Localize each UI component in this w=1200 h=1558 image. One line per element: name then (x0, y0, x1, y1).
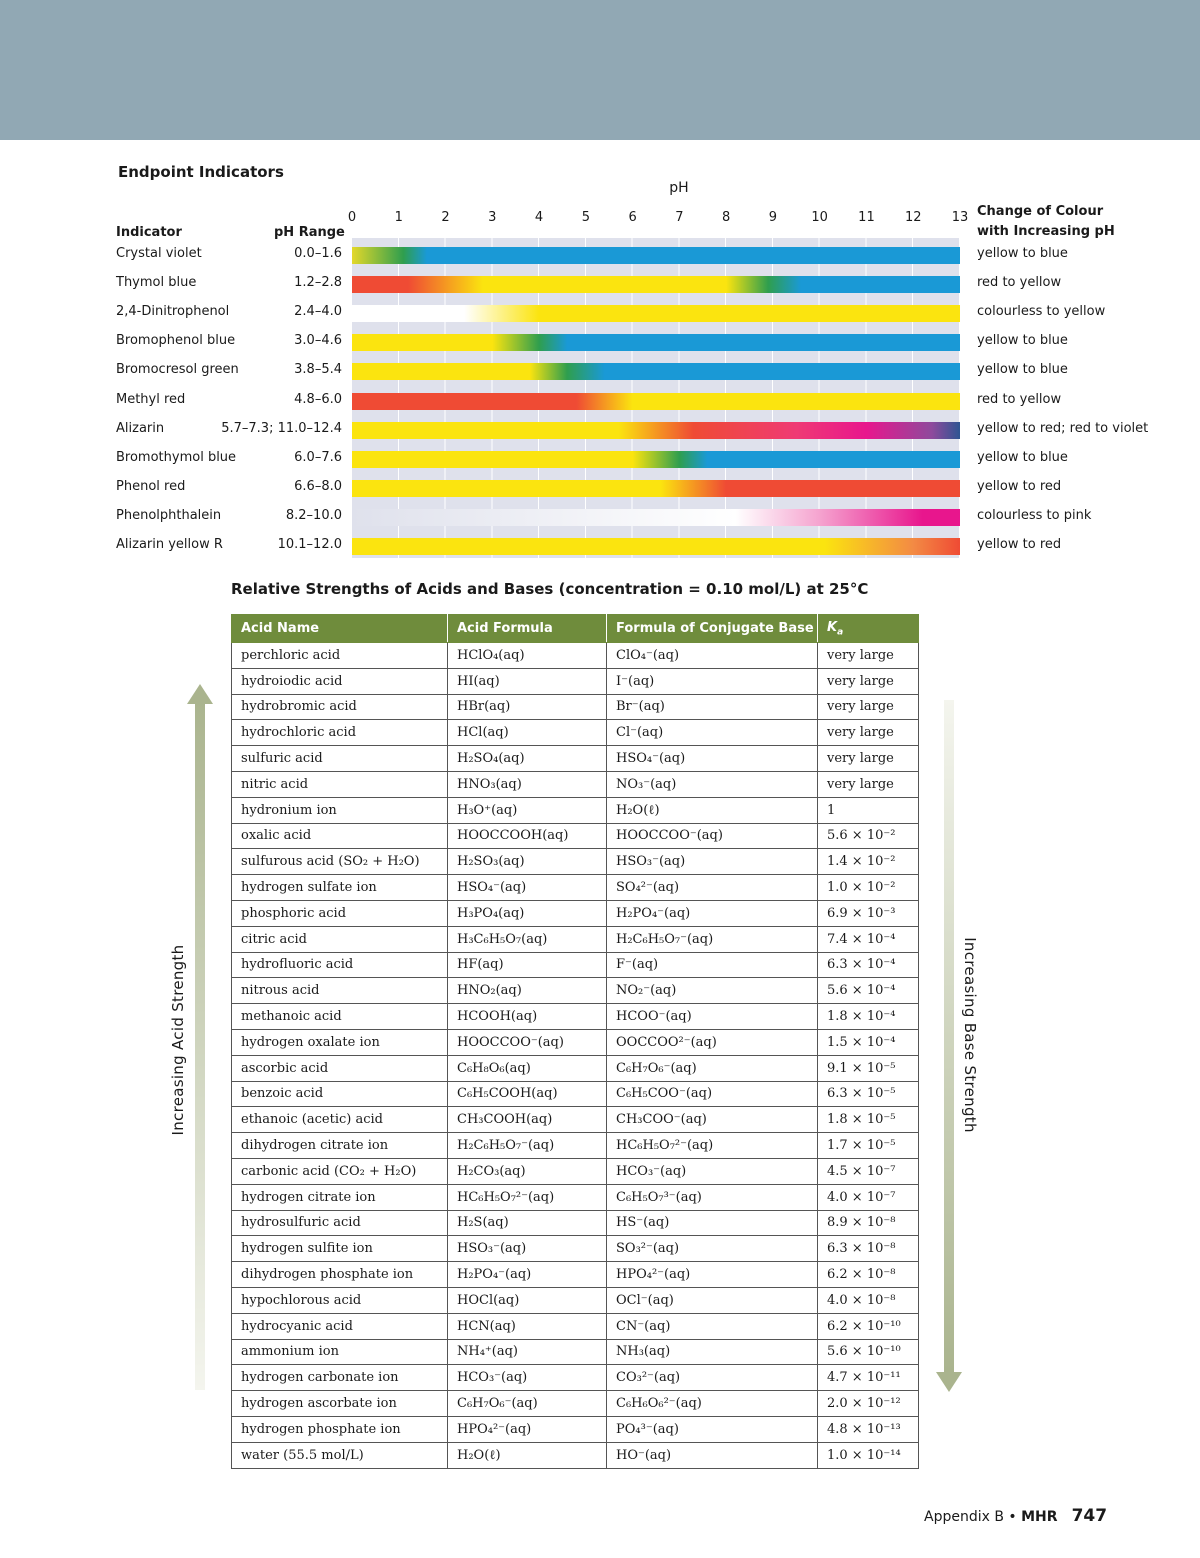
ph-axis-label: pH (669, 180, 689, 196)
acid-formula-header: Acid Formula (448, 615, 607, 643)
ka-value-cell: 5.6 × 10⁻² (818, 823, 919, 849)
conjugate-base-cell: HCO₃⁻(aq) (607, 1158, 818, 1184)
ka-header: $K_a$ (818, 615, 919, 643)
indicator-ph-range: 0.0–1.6 (294, 246, 342, 261)
acid-name-cell: nitrous acid (232, 978, 448, 1004)
page-footer (924, 1506, 1107, 1526)
acid-name-cell: water (55.5 mol/L) (232, 1442, 448, 1468)
table-row (232, 875, 919, 901)
ph-range-column-header: pH Range (274, 225, 345, 240)
acid-name-cell: hydrogen phosphate ion (232, 1416, 448, 1442)
indicator-row (0, 445, 1200, 474)
acid-formula-cell: H₂O(ℓ) (448, 1442, 607, 1468)
ka-value-cell: 1.8 × 10⁻⁴ (818, 1004, 919, 1030)
acid-formula-cell: HNO₂(aq) (448, 978, 607, 1004)
conjugate-base-cell: ClO₄⁻(aq) (607, 643, 818, 669)
page-banner (0, 0, 1200, 140)
ka-value-cell: 4.5 × 10⁻⁷ (818, 1158, 919, 1184)
ka-value-cell: 9.1 × 10⁻⁵ (818, 1055, 919, 1081)
footer-appendix: Appendix B • (924, 1509, 1022, 1525)
ka-value-cell: 4.7 × 10⁻¹¹ (818, 1365, 919, 1391)
acid-name-cell: benzoic acid (232, 1081, 448, 1107)
acid-formula-cell: HSO₃⁻(aq) (448, 1236, 607, 1262)
acid-formula-cell: HOCl(aq) (448, 1287, 607, 1313)
table-row (232, 1158, 919, 1184)
ka-value-cell: 4.0 × 10⁻⁸ (818, 1287, 919, 1313)
acid-formula-cell: HNO₃(aq) (448, 771, 607, 797)
indicator-column-header: Indicator (116, 225, 182, 240)
acid-name-cell: nitric acid (232, 771, 448, 797)
table-row (232, 771, 919, 797)
acid-name-cell: oxalic acid (232, 823, 448, 849)
base-strength-arrow (944, 700, 954, 1373)
endpoint-indicators-title: Endpoint Indicators (118, 163, 284, 181)
conjugate-base-cell: HCOO⁻(aq) (607, 1004, 818, 1030)
ka-value-cell: 5.6 × 10⁻⁴ (818, 978, 919, 1004)
acid-formula-cell: HBr(aq) (448, 694, 607, 720)
acid-name-cell: hydrogen sulfite ion (232, 1236, 448, 1262)
indicator-colour-bar (352, 509, 960, 526)
table-row (232, 1416, 919, 1442)
table-row (232, 1262, 919, 1288)
acid-name-cell: hypochlorous acid (232, 1287, 448, 1313)
conjugate-base-cell: NO₂⁻(aq) (607, 978, 818, 1004)
ph-tick-label: 12 (904, 210, 922, 225)
acid-base-table-title: Relative Strengths of Acids and Bases (concentration = 0.10 mol/L) at 25°C (231, 580, 869, 598)
indicator-colour-change: yellow to blue (977, 333, 1068, 349)
ka-value-cell: 6.3 × 10⁻⁴ (818, 952, 919, 978)
table-row (232, 1210, 919, 1236)
ka-value-cell: 1.0 × 10⁻¹⁴ (818, 1442, 919, 1468)
ka-value-cell: very large (818, 643, 919, 669)
colour-change-column-header (977, 202, 1115, 242)
ph-tick-label: 10 (811, 210, 828, 225)
acid-formula-cell: HOOCCOO⁻(aq) (448, 1029, 607, 1055)
table-row (232, 1184, 919, 1210)
indicator-ph-range: 4.8–6.0 (294, 391, 342, 407)
indicator-colour-change: yellow to blue (977, 362, 1068, 378)
indicator-colour-bar (352, 393, 960, 410)
conjugate-base-cell: HC₆H₅O₇²⁻(aq) (607, 1133, 818, 1159)
conjugate-base-cell: CN⁻(aq) (607, 1313, 818, 1339)
acid-name-cell: hydrochloric acid (232, 720, 448, 746)
conjugate-base-cell: F⁻(aq) (607, 952, 818, 978)
conjugate-base-cell: H₂O(ℓ) (607, 797, 818, 823)
acid-name-cell: methanoic acid (232, 1004, 448, 1030)
indicator-colour-change: red to yellow (977, 275, 1062, 291)
indicator-row (0, 328, 1200, 357)
table-row (232, 746, 919, 772)
ka-value-cell: 4.0 × 10⁻⁷ (818, 1184, 919, 1210)
acid-name-cell: sulfuric acid (232, 746, 448, 772)
ph-tick-label: 8 (722, 210, 731, 225)
conjugate-base-cell: OOCCOO²⁻(aq) (607, 1029, 818, 1055)
indicator-colour-bar (352, 334, 960, 351)
acid-name-cell: ethanoic (acetic) acid (232, 1107, 448, 1133)
indicator-colour-bar (352, 363, 960, 380)
indicator-colour-bar (352, 276, 960, 293)
ka-value-cell: 6.9 × 10⁻³ (818, 900, 919, 926)
acid-formula-cell: HC₆H₅O₇²⁻(aq) (448, 1184, 607, 1210)
table-row (232, 1004, 919, 1030)
indicator-ph-range: 6.0–7.6 (294, 449, 342, 465)
indicator-row (0, 503, 1200, 532)
acid-formula-cell: H₂SO₄(aq) (448, 746, 607, 772)
conjugate-base-cell: HOOCCOO⁻(aq) (607, 823, 818, 849)
conjugate-base-header: Formula of Conjugate Base (607, 615, 818, 643)
conjugate-base-cell: Br⁻(aq) (607, 694, 818, 720)
ka-value-cell: 7.4 × 10⁻⁴ (818, 926, 919, 952)
ka-value-cell: very large (818, 694, 919, 720)
acid-formula-cell: H₂PO₄⁻(aq) (448, 1262, 607, 1288)
indicator-colour-change: colourless to yellow (977, 304, 1106, 320)
acid-formula-cell: HCl(aq) (448, 720, 607, 746)
table-row (232, 926, 919, 952)
table-row (232, 823, 919, 849)
indicator-colour-bar (352, 480, 960, 497)
ka-value-cell: 1.7 × 10⁻⁵ (818, 1133, 919, 1159)
ka-value-cell: 6.2 × 10⁻¹⁰ (818, 1313, 919, 1339)
ka-value-cell: very large (818, 668, 919, 694)
conjugate-base-cell: CO₃²⁻(aq) (607, 1365, 818, 1391)
ph-tick-label: 9 (768, 210, 778, 225)
indicator-colour-change: yellow to red (977, 537, 1062, 552)
acid-formula-cell: HF(aq) (448, 952, 607, 978)
ph-tick-label: 13 (951, 210, 969, 225)
table-row (232, 1107, 919, 1133)
conjugate-base-cell: HSO₄⁻(aq) (607, 746, 818, 772)
indicator-colour-change: yellow to red (977, 478, 1062, 494)
indicator-colour-change: yellow to blue (977, 449, 1068, 465)
colour-change-header-line2: with Increasing pH (977, 224, 1115, 239)
acid-name-header: Acid Name (232, 615, 448, 643)
indicator-colour-change: colourless to pink (977, 507, 1092, 523)
table-row (232, 1442, 919, 1468)
indicator-ph-range: 3.0–4.6 (294, 333, 342, 349)
indicator-colour-bar (352, 305, 960, 322)
indicator-name: Alizarin yellow R (116, 537, 223, 552)
indicator-row (0, 387, 1200, 416)
indicator-row (0, 241, 1200, 270)
acid-formula-cell: HI(aq) (448, 668, 607, 694)
indicator-name: Bromophenol blue (116, 333, 236, 349)
acid-name-cell: dihydrogen citrate ion (232, 1133, 448, 1159)
acid-formula-cell: HPO₄²⁻(aq) (448, 1416, 607, 1442)
indicator-colour-bar (352, 422, 960, 439)
acid-name-cell: phosphoric acid (232, 900, 448, 926)
acid-name-cell: hydrobromic acid (232, 694, 448, 720)
acid-formula-cell: HCN(aq) (448, 1313, 607, 1339)
ka-value-cell: 1 (818, 797, 919, 823)
conjugate-base-cell: C₆H₇O₆⁻(aq) (607, 1055, 818, 1081)
acid-name-cell: hydroiodic acid (232, 668, 448, 694)
ka-value-cell: 8.9 × 10⁻⁸ (818, 1210, 919, 1236)
table-row (232, 1081, 919, 1107)
table-row (232, 668, 919, 694)
table-row (232, 643, 919, 669)
acid-name-cell: hydrogen citrate ion (232, 1184, 448, 1210)
acid-name-cell: citric acid (232, 926, 448, 952)
table-row (232, 900, 919, 926)
acid-formula-cell: CH₃COOH(aq) (448, 1107, 607, 1133)
indicator-name: Bromothymol blue (116, 449, 237, 465)
conjugate-base-cell: SO₄²⁻(aq) (607, 875, 818, 901)
conjugate-base-cell: SO₃²⁻(aq) (607, 1236, 818, 1262)
ph-tick-label: 6 (628, 210, 637, 225)
acid-formula-cell: HClO₄(aq) (448, 643, 607, 669)
table-row (232, 952, 919, 978)
acid-name-cell: dihydrogen phosphate ion (232, 1262, 448, 1288)
acid-formula-cell: H₂CO₃(aq) (448, 1158, 607, 1184)
indicator-name: Crystal violet (116, 246, 202, 261)
acid-formula-cell: C₆H₅COOH(aq) (448, 1081, 607, 1107)
conjugate-base-cell: NH₃(aq) (607, 1339, 818, 1365)
indicator-ph-range: 6.6–8.0 (294, 478, 342, 494)
indicator-colour-change: red to yellow (977, 391, 1062, 407)
ph-tick-label: 11 (858, 210, 875, 225)
ka-value-cell: 1.5 × 10⁻⁴ (818, 1029, 919, 1055)
acid-strength-label: Increasing Acid Strength (169, 944, 187, 1136)
ka-value-cell: very large (818, 746, 919, 772)
indicator-row (0, 270, 1200, 299)
acid-formula-cell: H₂C₆H₅O₇⁻(aq) (448, 1133, 607, 1159)
conjugate-base-cell: HPO₄²⁻(aq) (607, 1262, 818, 1288)
ka-value-cell: 6.2 × 10⁻⁸ (818, 1262, 919, 1288)
acid-formula-cell: H₃O⁺(aq) (448, 797, 607, 823)
ka-value-cell: very large (818, 720, 919, 746)
indicator-row (0, 357, 1200, 386)
table-row (232, 1365, 919, 1391)
acid-formula-cell: HCOOH(aq) (448, 1004, 607, 1030)
ph-tick-label: 0 (347, 210, 357, 225)
conjugate-base-cell: HSO₃⁻(aq) (607, 849, 818, 875)
table-row (232, 720, 919, 746)
acid-formula-cell: C₆H₇O₆⁻(aq) (448, 1391, 607, 1417)
acid-name-cell: hydrogen oxalate ion (232, 1029, 448, 1055)
conjugate-base-cell: PO₄³⁻(aq) (607, 1416, 818, 1442)
acid-formula-cell: H₃PO₄(aq) (448, 900, 607, 926)
table-row (232, 797, 919, 823)
conjugate-base-cell: C₆H₅O₇³⁻(aq) (607, 1184, 818, 1210)
indicator-colour-bar (352, 451, 960, 468)
ph-tick-label: 1 (394, 210, 403, 225)
acid-formula-cell: H₃C₆H₅O₇(aq) (448, 926, 607, 952)
table-row (232, 1287, 919, 1313)
indicator-ph-range: 1.2–2.8 (294, 275, 342, 291)
acid-name-cell: hydrocyanic acid (232, 1313, 448, 1339)
conjugate-base-cell: C₆H₅COO⁻(aq) (607, 1081, 818, 1107)
ph-tick-label: 5 (581, 210, 590, 225)
indicator-name: Bromocresol green (116, 362, 239, 378)
indicator-ph-range: 3.8–5.4 (294, 362, 342, 378)
table-row (232, 978, 919, 1004)
colour-change-header-line1: Change of Colour (977, 204, 1104, 219)
conjugate-base-cell: C₆H₆O₆²⁻(aq) (607, 1391, 818, 1417)
acid-strength-arrow (195, 700, 205, 1390)
acid-formula-cell: NH₄⁺(aq) (448, 1339, 607, 1365)
table-row (232, 849, 919, 875)
indicator-ph-range: 2.4–4.0 (294, 304, 342, 320)
table-row (232, 1029, 919, 1055)
indicator-colour-change: yellow to red; red to violet (977, 420, 1149, 436)
ph-tick-label: 4 (534, 210, 544, 225)
conjugate-base-cell: HO⁻(aq) (607, 1442, 818, 1468)
ka-value-cell: 6.3 × 10⁻⁵ (818, 1081, 919, 1107)
ka-value-cell: 1.4 × 10⁻² (818, 849, 919, 875)
ka-value-cell: 6.3 × 10⁻⁸ (818, 1236, 919, 1262)
acid-formula-cell: C₆H₈O₆(aq) (448, 1055, 607, 1081)
acid-formula-cell: HOOCCOOH(aq) (448, 823, 607, 849)
acid-base-table (231, 614, 919, 1469)
conjugate-base-cell: I⁻(aq) (607, 668, 818, 694)
acid-formula-cell: HSO₄⁻(aq) (448, 875, 607, 901)
indicator-name: Alizarin (116, 420, 165, 436)
base-strength-arrow-head-icon (936, 1372, 962, 1392)
indicator-row (0, 532, 1200, 561)
acid-table-body (232, 643, 919, 1469)
table-row (232, 1236, 919, 1262)
acid-name-cell: hydrofluoric acid (232, 952, 448, 978)
acid-name-cell: ammonium ion (232, 1339, 448, 1365)
ka-value-cell: 1.0 × 10⁻² (818, 875, 919, 901)
indicator-row (0, 416, 1200, 445)
indicator-name: 2,4-Dinitrophenol (116, 304, 230, 320)
table-row (232, 1055, 919, 1081)
table-row (232, 1313, 919, 1339)
indicator-ph-range: 10.1–12.0 (277, 537, 342, 552)
indicator-name: Thymol blue (116, 275, 197, 291)
acid-name-cell: hydronium ion (232, 797, 448, 823)
acid-name-cell: hydrogen sulfate ion (232, 875, 448, 901)
base-strength-label: Increasing Base Strength (961, 937, 979, 1133)
conjugate-base-cell: HS⁻(aq) (607, 1210, 818, 1236)
ph-tick-label: 7 (675, 210, 684, 225)
ka-value-cell: 1.8 × 10⁻⁵ (818, 1107, 919, 1133)
acid-formula-cell: H₂S(aq) (448, 1210, 607, 1236)
indicator-ph-range: 8.2–10.0 (285, 507, 342, 523)
ph-tick-label: 3 (488, 210, 497, 225)
indicator-name: Phenol red (116, 478, 186, 494)
indicator-row (0, 299, 1200, 328)
acid-name-cell: hydrogen carbonate ion (232, 1365, 448, 1391)
acid-name-cell: perchloric acid (232, 643, 448, 669)
indicator-ph-range: 5.7–7.3; 11.0–12.4 (221, 420, 342, 436)
ka-value-cell: 4.8 × 10⁻¹³ (818, 1416, 919, 1442)
table-header-row (232, 615, 919, 643)
ph-tick-label: 2 (441, 210, 450, 225)
acid-formula-cell: H₂SO₃(aq) (448, 849, 607, 875)
ka-value-cell: very large (818, 771, 919, 797)
conjugate-base-cell: NO₃⁻(aq) (607, 771, 818, 797)
conjugate-base-cell: Cl⁻(aq) (607, 720, 818, 746)
acid-name-cell: hydrogen ascorbate ion (232, 1391, 448, 1417)
page-number: 747 (1071, 1506, 1108, 1526)
conjugate-base-cell: CH₃COO⁻(aq) (607, 1107, 818, 1133)
conjugate-base-cell: H₂C₆H₅O₇⁻(aq) (607, 926, 818, 952)
acid-formula-cell: HCO₃⁻(aq) (448, 1365, 607, 1391)
acid-name-cell: sulfurous acid (SO₂ + H₂O) (232, 849, 448, 875)
indicator-name: Phenolphthalein (116, 507, 222, 523)
table-row (232, 1133, 919, 1159)
ka-value-cell: 5.6 × 10⁻¹⁰ (818, 1339, 919, 1365)
indicator-colour-bar (352, 247, 960, 264)
table-row (232, 1391, 919, 1417)
ka-value-cell: 2.0 × 10⁻¹² (818, 1391, 919, 1417)
acid-name-cell: hydrosulfuric acid (232, 1210, 448, 1236)
indicator-colour-change: yellow to blue (977, 246, 1068, 261)
indicator-name: Methyl red (116, 391, 186, 407)
acid-name-cell: ascorbic acid (232, 1055, 448, 1081)
acid-strength-arrow-head-icon (187, 684, 213, 704)
table-row (232, 694, 919, 720)
table-row (232, 1339, 919, 1365)
indicator-colour-bar (352, 538, 960, 555)
footer-publisher: MHR (1021, 1509, 1058, 1525)
conjugate-base-cell: OCl⁻(aq) (607, 1287, 818, 1313)
conjugate-base-cell: H₂PO₄⁻(aq) (607, 900, 818, 926)
indicator-row (0, 474, 1200, 503)
acid-name-cell: carbonic acid (CO₂ + H₂O) (232, 1158, 448, 1184)
